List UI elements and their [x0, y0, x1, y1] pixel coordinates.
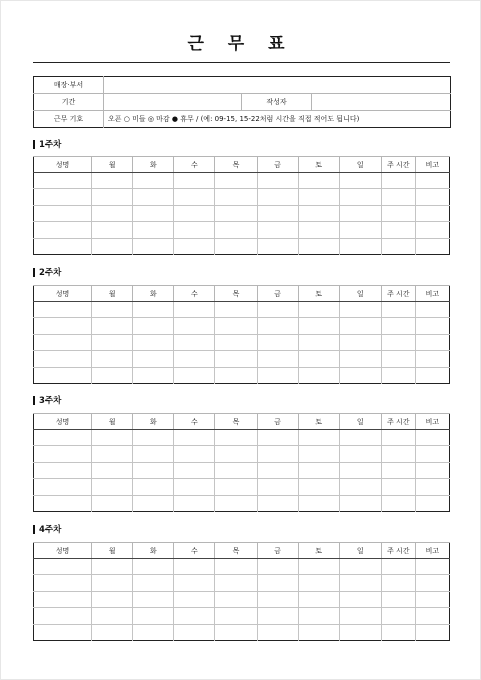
table-row: [34, 351, 450, 367]
schedule-cell[interactable]: [415, 302, 449, 318]
column-header: 성명: [34, 414, 92, 430]
column-header: 목: [215, 543, 257, 559]
column-header: 월: [92, 157, 133, 173]
schedule-cell[interactable]: [34, 302, 92, 318]
schedule-cell[interactable]: [34, 495, 92, 511]
schedule-cell[interactable]: [133, 608, 174, 624]
schedule-cell[interactable]: [92, 624, 133, 640]
table-row: [34, 173, 450, 189]
schedule-cell[interactable]: [415, 222, 449, 238]
schedule-cell[interactable]: [298, 446, 339, 462]
schedule-cell[interactable]: [257, 222, 298, 238]
column-header: 일: [339, 286, 381, 302]
schedule-cell[interactable]: [34, 222, 92, 238]
schedule-cell[interactable]: [215, 302, 257, 318]
schedule-cell[interactable]: [381, 446, 415, 462]
schedule-cell[interactable]: [415, 351, 449, 367]
schedule-cell[interactable]: [215, 462, 257, 478]
column-header: 일: [339, 543, 381, 559]
column-header: 목: [215, 157, 257, 173]
schedule-cell[interactable]: [174, 446, 215, 462]
schedule-cell[interactable]: [174, 479, 215, 495]
column-header: 수: [174, 543, 215, 559]
schedule-cell[interactable]: [34, 608, 92, 624]
week-schedule-table: [33, 285, 450, 384]
schedule-cell[interactable]: [174, 608, 215, 624]
schedule-cell[interactable]: [92, 189, 133, 205]
table-row: [34, 479, 450, 495]
column-header: 토: [298, 543, 339, 559]
schedule-cell[interactable]: [133, 479, 174, 495]
schedule-cell[interactable]: [381, 205, 415, 221]
column-header: 주 시간: [381, 157, 415, 173]
schedule-cell[interactable]: [133, 446, 174, 462]
schedule-cell[interactable]: [339, 608, 381, 624]
schedule-cell[interactable]: [339, 446, 381, 462]
schedule-cell[interactable]: [174, 238, 215, 254]
column-header: 주 시간: [381, 414, 415, 430]
schedule-cell[interactable]: [92, 495, 133, 511]
schedule-cell[interactable]: [381, 479, 415, 495]
week-label: 2주차: [39, 268, 62, 278]
schedule-cell[interactable]: [174, 351, 215, 367]
schedule-cell[interactable]: [298, 430, 339, 446]
column-header: 금: [257, 157, 298, 173]
schedule-cell[interactable]: [415, 430, 449, 446]
table-row: [34, 462, 450, 478]
schedule-cell[interactable]: [381, 222, 415, 238]
table-row: [34, 430, 450, 446]
schedule-cell[interactable]: [215, 624, 257, 640]
table-row: [34, 302, 450, 318]
schedule-cell[interactable]: [215, 318, 257, 334]
schedule-cell[interactable]: [34, 367, 92, 383]
schedule-cell[interactable]: [257, 479, 298, 495]
schedule-cell[interactable]: [298, 222, 339, 238]
schedule-cell[interactable]: [92, 462, 133, 478]
schedule-cell[interactable]: [34, 591, 92, 607]
schedule-cell[interactable]: [257, 462, 298, 478]
schedule-cell[interactable]: [298, 238, 339, 254]
store-field[interactable]: [104, 77, 451, 94]
header-row: [34, 543, 450, 559]
schedule-cell[interactable]: [215, 367, 257, 383]
schedule-cell[interactable]: [215, 173, 257, 189]
schedule-cell[interactable]: [257, 624, 298, 640]
schedule-cell[interactable]: [339, 238, 381, 254]
period-field[interactable]: [104, 94, 242, 111]
schedule-cell[interactable]: [34, 173, 92, 189]
schedule-cell[interactable]: [257, 575, 298, 591]
column-header: 수: [174, 286, 215, 302]
schedule-cell[interactable]: [298, 367, 339, 383]
schedule-cell[interactable]: [381, 430, 415, 446]
schedule-cell[interactable]: [92, 367, 133, 383]
schedule-cell[interactable]: [133, 205, 174, 221]
schedule-cell[interactable]: [92, 591, 133, 607]
table-row: [34, 189, 450, 205]
schedule-cell[interactable]: [34, 238, 92, 254]
table-row: [34, 318, 450, 334]
header-row: [34, 157, 450, 173]
section-marker: [33, 396, 35, 405]
schedule-cell[interactable]: [257, 446, 298, 462]
schedule-cell[interactable]: [174, 302, 215, 318]
schedule-cell[interactable]: [34, 446, 92, 462]
column-header: 수: [174, 414, 215, 430]
schedule-cell[interactable]: [92, 559, 133, 575]
info-table: [33, 76, 451, 128]
schedule-cell[interactable]: [34, 430, 92, 446]
schedule-cell[interactable]: [133, 334, 174, 350]
column-header: 수: [174, 157, 215, 173]
schedule-cell[interactable]: [215, 495, 257, 511]
schedule-cell[interactable]: [133, 462, 174, 478]
schedule-cell[interactable]: [34, 318, 92, 334]
schedule-cell[interactable]: [257, 591, 298, 607]
schedule-cell[interactable]: [381, 559, 415, 575]
schedule-cell[interactable]: [215, 430, 257, 446]
schedule-cell[interactable]: [174, 189, 215, 205]
schedule-cell[interactable]: [133, 189, 174, 205]
column-header: 월: [92, 286, 133, 302]
schedule-cell[interactable]: [257, 351, 298, 367]
period-label: 기간: [34, 94, 104, 111]
schedule-cell[interactable]: [133, 430, 174, 446]
schedule-cell[interactable]: [174, 205, 215, 221]
column-header: 목: [215, 286, 257, 302]
schedule-cell[interactable]: [257, 238, 298, 254]
week-schedule-table: [33, 156, 450, 255]
schedule-cell[interactable]: [92, 479, 133, 495]
schedule-cell[interactable]: [215, 559, 257, 575]
schedule-cell[interactable]: [215, 446, 257, 462]
schedule-cell[interactable]: [92, 222, 133, 238]
schedule-cell[interactable]: [257, 430, 298, 446]
column-header: 금: [257, 543, 298, 559]
column-header: 주 시간: [381, 543, 415, 559]
section-marker: [33, 268, 35, 277]
column-header: 비고: [415, 414, 449, 430]
table-row: [34, 222, 450, 238]
schedule-cell[interactable]: [92, 205, 133, 221]
section-marker: [33, 140, 35, 149]
schedule-cell[interactable]: [381, 624, 415, 640]
schedule-cell[interactable]: [174, 318, 215, 334]
table-row: [34, 334, 450, 350]
column-header: 월: [92, 414, 133, 430]
schedule-cell[interactable]: [133, 559, 174, 575]
header-row: [34, 286, 450, 302]
column-header: 금: [257, 414, 298, 430]
schedule-cell[interactable]: [339, 205, 381, 221]
schedule-cell[interactable]: [133, 575, 174, 591]
schedule-cell[interactable]: [339, 559, 381, 575]
column-header: 주 시간: [381, 286, 415, 302]
schedule-cell[interactable]: [174, 430, 215, 446]
title-divider: [33, 62, 450, 63]
schedule-cell[interactable]: [415, 479, 449, 495]
schedule-cell[interactable]: [415, 608, 449, 624]
schedule-cell[interactable]: [215, 575, 257, 591]
table-row: [34, 238, 450, 254]
schedule-cell[interactable]: [381, 575, 415, 591]
schedule-cell[interactable]: [34, 351, 92, 367]
schedule-cell[interactable]: [415, 318, 449, 334]
week-title: [33, 266, 61, 278]
schedule-cell[interactable]: [34, 479, 92, 495]
schedule-cell[interactable]: [215, 238, 257, 254]
column-header: 금: [257, 286, 298, 302]
schedule-cell[interactable]: [174, 462, 215, 478]
schedule-cell[interactable]: [298, 559, 339, 575]
schedule-cell[interactable]: [415, 189, 449, 205]
schedule-cell[interactable]: [257, 205, 298, 221]
schedule-cell[interactable]: [339, 351, 381, 367]
column-header: 토: [298, 414, 339, 430]
column-header: 성명: [34, 286, 92, 302]
schedule-cell[interactable]: [133, 173, 174, 189]
schedule-cell[interactable]: [381, 189, 415, 205]
schedule-cell[interactable]: [381, 334, 415, 350]
table-row: [34, 495, 450, 511]
schedule-cell[interactable]: [174, 575, 215, 591]
table-row: [34, 575, 450, 591]
schedule-cell[interactable]: [415, 559, 449, 575]
schedule-cell[interactable]: [257, 173, 298, 189]
schedule-cell[interactable]: [298, 479, 339, 495]
table-row: [34, 591, 450, 607]
schedule-cell[interactable]: [415, 238, 449, 254]
week-schedule-table: [33, 542, 450, 641]
info-row-symbols: [34, 111, 451, 128]
column-header: 목: [215, 414, 257, 430]
column-header: 월: [92, 543, 133, 559]
column-header: 토: [298, 157, 339, 173]
schedule-cell[interactable]: [415, 446, 449, 462]
schedule-cell[interactable]: [381, 462, 415, 478]
schedule-cell[interactable]: [415, 367, 449, 383]
schedule-cell[interactable]: [92, 302, 133, 318]
schedule-cell[interactable]: [34, 575, 92, 591]
schedule-cell[interactable]: [298, 205, 339, 221]
schedule-cell[interactable]: [133, 318, 174, 334]
schedule-cell[interactable]: [215, 334, 257, 350]
schedule-cell[interactable]: [339, 173, 381, 189]
schedule-cell[interactable]: [257, 189, 298, 205]
column-header: 비고: [415, 543, 449, 559]
schedule-cell[interactable]: [92, 608, 133, 624]
schedule-cell[interactable]: [339, 430, 381, 446]
schedule-cell[interactable]: [381, 173, 415, 189]
schedule-cell[interactable]: [415, 334, 449, 350]
table-row: [34, 367, 450, 383]
schedule-cell[interactable]: [415, 591, 449, 607]
section-marker: [33, 525, 35, 534]
column-header: 비고: [415, 157, 449, 173]
schedule-cell[interactable]: [215, 205, 257, 221]
author-field[interactable]: [312, 94, 451, 111]
symbol-legend: 오픈 ○ 미들 ◎ 마감 ● 휴무 / (예: 09-15, 15-22처럼 시간을 직접 적어도 됩니다): [104, 111, 451, 128]
week-schedule-table: [33, 413, 450, 512]
schedule-cell[interactable]: [34, 189, 92, 205]
schedule-cell[interactable]: [381, 367, 415, 383]
schedule-cell[interactable]: [298, 318, 339, 334]
schedule-cell[interactable]: [298, 608, 339, 624]
schedule-cell[interactable]: [133, 591, 174, 607]
schedule-cell[interactable]: [298, 189, 339, 205]
schedule-cell[interactable]: [381, 238, 415, 254]
schedule-cell[interactable]: [381, 591, 415, 607]
schedule-cell[interactable]: [298, 624, 339, 640]
table-row: [34, 205, 450, 221]
schedule-cell[interactable]: [133, 222, 174, 238]
schedule-cell[interactable]: [92, 238, 133, 254]
page-title: 근 무 표: [187, 34, 294, 54]
schedule-cell[interactable]: [174, 367, 215, 383]
schedule-cell[interactable]: [257, 495, 298, 511]
schedule-cell[interactable]: [174, 173, 215, 189]
schedule-cell[interactable]: [339, 462, 381, 478]
table-row: [34, 608, 450, 624]
schedule-cell[interactable]: [415, 575, 449, 591]
schedule-cell[interactable]: [381, 495, 415, 511]
column-header: 일: [339, 157, 381, 173]
week-title: [33, 394, 61, 406]
schedule-cell[interactable]: [298, 591, 339, 607]
week-label: 1주차: [39, 140, 62, 150]
schedule-cell[interactable]: [92, 334, 133, 350]
schedule-cell[interactable]: [133, 238, 174, 254]
schedule-cell[interactable]: [339, 318, 381, 334]
schedule-cell[interactable]: [174, 334, 215, 350]
schedule-cell[interactable]: [257, 318, 298, 334]
schedule-cell[interactable]: [215, 189, 257, 205]
schedule-cell[interactable]: [133, 495, 174, 511]
schedule-cell[interactable]: [133, 351, 174, 367]
column-header: 일: [339, 414, 381, 430]
schedule-cell[interactable]: [298, 334, 339, 350]
schedule-cell[interactable]: [257, 608, 298, 624]
schedule-cell[interactable]: [215, 608, 257, 624]
schedule-cell[interactable]: [34, 205, 92, 221]
schedule-cell[interactable]: [257, 302, 298, 318]
column-header: 화: [133, 286, 174, 302]
schedule-cell[interactable]: [298, 462, 339, 478]
schedule-cell[interactable]: [174, 495, 215, 511]
schedule-cell[interactable]: [339, 495, 381, 511]
schedule-cell[interactable]: [339, 624, 381, 640]
schedule-cell[interactable]: [92, 173, 133, 189]
week-label: 4주차: [39, 525, 62, 535]
schedule-cell[interactable]: [34, 462, 92, 478]
schedule-cell[interactable]: [215, 591, 257, 607]
schedule-cell[interactable]: [415, 205, 449, 221]
table-row: [34, 559, 450, 575]
schedule-cell[interactable]: [339, 367, 381, 383]
schedule-cell[interactable]: [339, 591, 381, 607]
schedule-cell[interactable]: [257, 334, 298, 350]
schedule-cell[interactable]: [298, 575, 339, 591]
schedule-cell[interactable]: [415, 173, 449, 189]
schedule-cell[interactable]: [298, 302, 339, 318]
schedule-cell[interactable]: [174, 591, 215, 607]
schedule-cell[interactable]: [339, 334, 381, 350]
schedule-cell[interactable]: [92, 318, 133, 334]
schedule-cell[interactable]: [34, 624, 92, 640]
author-label: 작성자: [242, 94, 312, 111]
schedule-cell[interactable]: [133, 302, 174, 318]
schedule-cell[interactable]: [339, 575, 381, 591]
schedule-cell[interactable]: [92, 575, 133, 591]
column-header: 화: [133, 543, 174, 559]
table-row: [34, 624, 450, 640]
column-header: 성명: [34, 543, 92, 559]
schedule-cell[interactable]: [381, 318, 415, 334]
info-row-period: [34, 94, 451, 111]
schedule-cell[interactable]: [92, 430, 133, 446]
week-title: [33, 138, 61, 150]
week-label: 3주차: [39, 396, 62, 406]
schedule-cell[interactable]: [415, 462, 449, 478]
schedule-cell[interactable]: [339, 222, 381, 238]
schedule-cell[interactable]: [174, 559, 215, 575]
schedule-cell[interactable]: [381, 302, 415, 318]
schedule-cell[interactable]: [339, 302, 381, 318]
schedule-cell[interactable]: [174, 222, 215, 238]
schedule-cell[interactable]: [298, 495, 339, 511]
schedule-cell[interactable]: [92, 446, 133, 462]
schedule-cell[interactable]: [215, 351, 257, 367]
schedule-cell[interactable]: [381, 351, 415, 367]
column-header: 성명: [34, 157, 92, 173]
schedule-cell[interactable]: [415, 495, 449, 511]
column-header: 화: [133, 414, 174, 430]
schedule-cell[interactable]: [339, 189, 381, 205]
schedule-cell[interactable]: [34, 559, 92, 575]
schedule-cell[interactable]: [381, 608, 415, 624]
schedule-cell[interactable]: [215, 222, 257, 238]
store-label: 매장·부서: [34, 77, 104, 94]
header-row: [34, 414, 450, 430]
schedule-cell[interactable]: [133, 624, 174, 640]
schedule-cell[interactable]: [298, 351, 339, 367]
column-header: 화: [133, 157, 174, 173]
column-header: 비고: [415, 286, 449, 302]
schedule-cell[interactable]: [215, 479, 257, 495]
schedule-cell[interactable]: [415, 624, 449, 640]
symbol-label: 근무 기호: [34, 111, 104, 128]
schedule-cell[interactable]: [174, 624, 215, 640]
info-row-store: [34, 77, 451, 94]
schedule-cell[interactable]: [133, 367, 174, 383]
week-title: [33, 523, 61, 535]
schedule-cell[interactable]: [257, 559, 298, 575]
table-row: [34, 446, 450, 462]
schedule-cell[interactable]: [339, 479, 381, 495]
schedule-cell[interactable]: [298, 173, 339, 189]
column-header: 토: [298, 286, 339, 302]
schedule-cell[interactable]: [34, 334, 92, 350]
schedule-cell[interactable]: [257, 367, 298, 383]
schedule-cell[interactable]: [92, 351, 133, 367]
